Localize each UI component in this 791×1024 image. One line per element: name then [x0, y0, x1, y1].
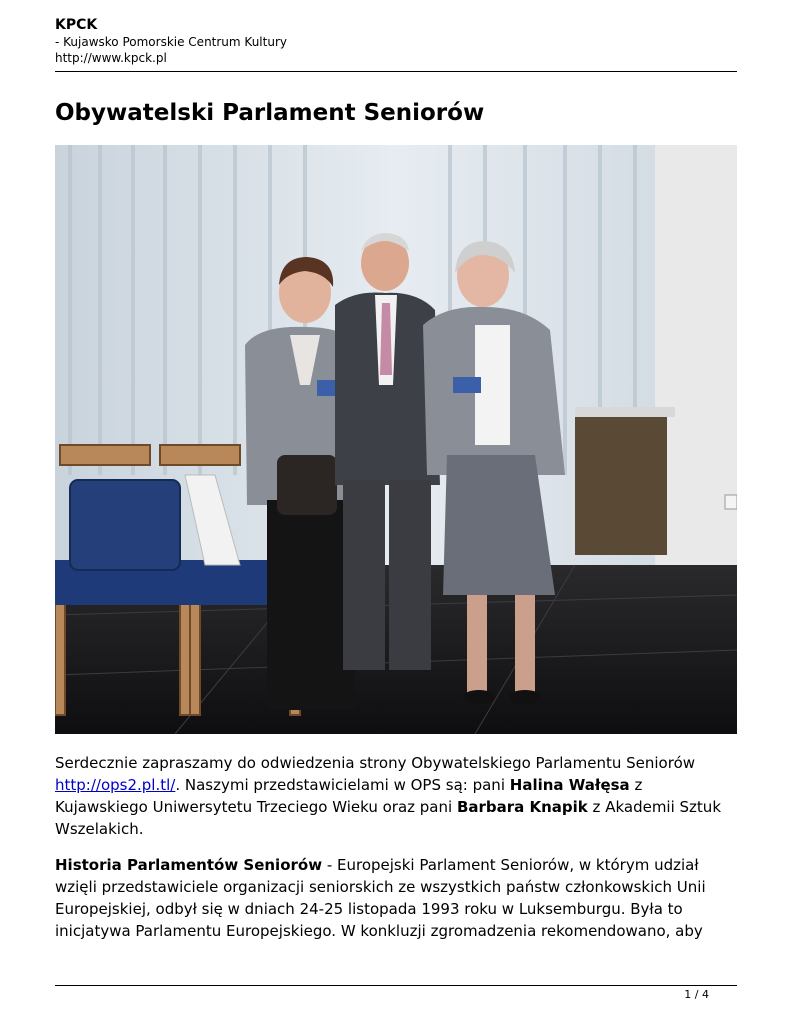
site-url: http://www.kpck.pl	[55, 51, 167, 65]
intro-text-4: z Akademii Sztuk Wszelakich.	[55, 798, 722, 838]
intro-text-2: . Naszymi przedstawicielami w OPS są: pani	[175, 776, 510, 794]
history-paragraph	[55, 854, 737, 942]
header-divider	[55, 71, 737, 72]
representative-name-1: Halina Wałęsa	[509, 776, 630, 794]
history-text: - Europejski Parlament Seniorów, w którym udział wzięli przedstawiciele organizacji seniorskich ze wszystkich państw członkowskich Unii Europejskiej, odbył się w dniach 24-25 listopada 1993 roku w Luksemburgu. Była to inicjatywa Parlamentu Europejskiego. W konkluzji zgromadzenia rekomendowano, aby	[55, 856, 706, 940]
document-header	[55, 16, 737, 66]
page-number: 1 / 4	[684, 988, 709, 1001]
site-name: KPCK	[55, 17, 98, 33]
footer-divider	[55, 985, 737, 986]
intro-text-1: Serdecznie zapraszamy do odwiedzenia strony Obywatelskiego Parlamentu Seniorów	[55, 754, 696, 772]
article-body	[55, 752, 737, 956]
intro-text-3: z Kujawskiego Uniwersytetu Trzeciego Wieku oraz pani	[55, 776, 643, 816]
representative-name-2: Barbara Knapik	[456, 798, 588, 816]
site-subtitle: - Kujawsko Pomorskie Centrum Kultury	[55, 35, 287, 49]
page-title: Obywatelski Parlament Seniorów	[55, 100, 485, 126]
history-heading: Historia Parlamentów Seniorów	[55, 856, 323, 874]
intro-paragraph	[55, 752, 737, 840]
article-photo	[55, 145, 737, 734]
ops-link[interactable]: http://ops2.pl.tl/	[55, 776, 176, 794]
